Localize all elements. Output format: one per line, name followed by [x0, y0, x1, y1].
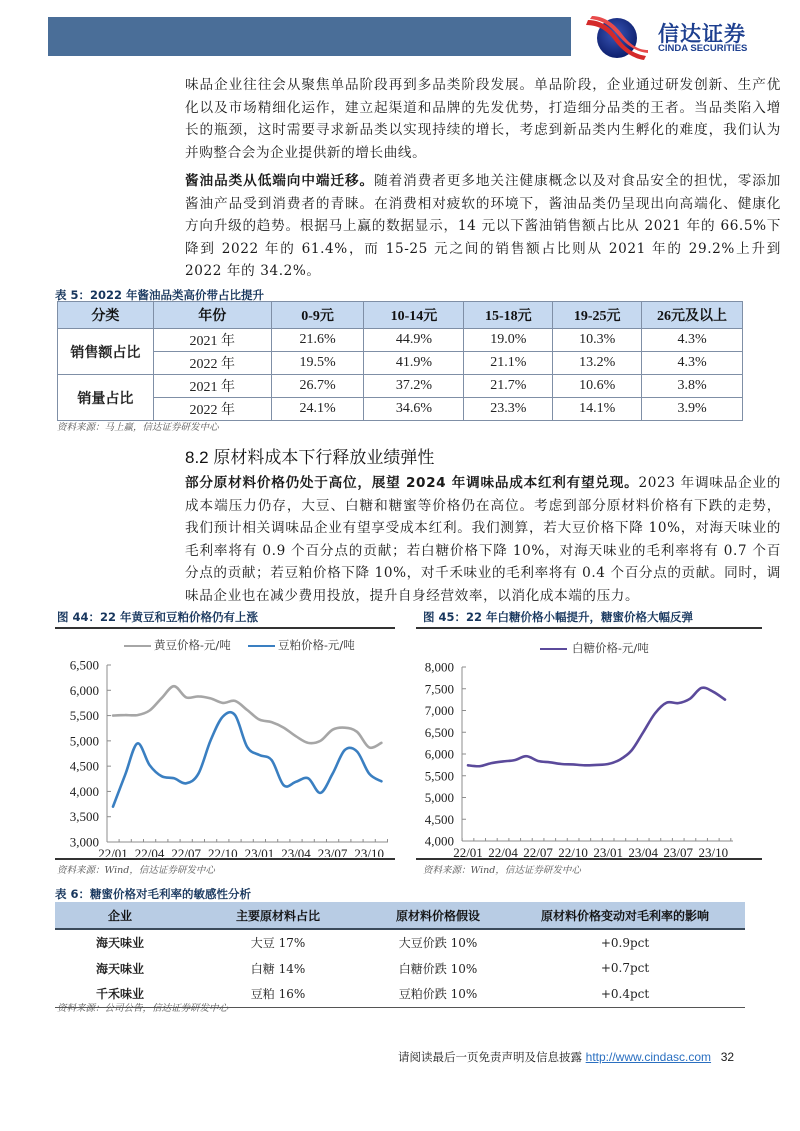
column-header: 19-25元 — [553, 302, 642, 329]
value-cell: 34.6% — [364, 398, 464, 421]
y-tick-label: 3,500 — [69, 809, 99, 825]
x-tick-label: 22/04 — [134, 846, 165, 857]
page-number: 32 — [720, 1050, 735, 1064]
table6-source: 资料来源：公司公告，信达证券研发中心 — [57, 1003, 229, 1014]
cinda-logo — [586, 14, 786, 60]
x-tick-label: 22/10 — [207, 846, 238, 857]
company-cell: 海天味业 — [95, 961, 144, 976]
column-header: 分类 — [58, 302, 154, 329]
y-tick-label: 4,000 — [424, 833, 454, 849]
paragraph-lead: 部分原材料价格仍处于高位，展望 2024 年调味品成本红利有望兑现。 — [185, 475, 639, 491]
figure44-source: 资料来源：Wind，信达证券研发中心 — [57, 865, 215, 876]
paragraph-body: 味品企业往往会从聚焦单品阶段再到多品类阶段发展。单品阶段，企业通过研发创新、生产优化以及市场精细化运作，建立起渠道和品牌的先发优势，打造细分品类的王者。当品类陷入增长的瓶颈，这时需要寻求新品类以实现持续的增长，考虑到新品类内生孵化的难度，我们认为并购整合会为企业提供新的增长曲线。 — [185, 77, 781, 161]
x-tick-label: 23/01 — [244, 846, 275, 857]
page-footer — [398, 1049, 734, 1065]
paragraph-raw-material-costs — [185, 472, 781, 608]
year-cell: 2022 年 — [153, 352, 271, 375]
x-tick-label: 23/10 — [698, 845, 729, 857]
margin-impact-cell: +0.7pct — [600, 961, 650, 976]
y-tick-label: 3,000 — [69, 834, 99, 850]
paragraph-category-expansion — [185, 74, 781, 164]
column-header: 0-9元 — [271, 302, 364, 329]
x-tick-label: 22/04 — [488, 845, 518, 857]
value-cell: 21.1% — [464, 352, 553, 375]
value-cell: 26.7% — [271, 375, 364, 398]
y-tick-label: 7,000 — [424, 703, 454, 718]
margin-impact-cell: +0.4pct — [505, 981, 745, 1007]
table-row — [58, 329, 743, 352]
table-header-row — [55, 902, 745, 929]
y-tick-label: 8,000 — [424, 659, 454, 675]
legend-label-sugar: 白糖价格-元/吨 — [572, 641, 649, 655]
legend-label-soybean-meal: 豆粕价格-元/吨 — [278, 638, 355, 652]
series-line-0 — [113, 686, 381, 748]
group-label: 销量占比 — [58, 375, 154, 421]
figure44-line-chart — [55, 632, 395, 857]
x-tick-label: 22/07 — [523, 845, 553, 857]
value-cell: 4.3% — [642, 352, 743, 375]
column-header: 15-18元 — [464, 302, 553, 329]
value-cell: 14.1% — [553, 398, 642, 421]
y-tick-label: 4,000 — [69, 783, 99, 799]
company-cell: 千禾味业 — [55, 981, 185, 1007]
cinda-logo-mark-icon — [586, 14, 648, 60]
value-cell: 21.6% — [271, 329, 364, 352]
table-row — [58, 375, 743, 398]
value-cell: 37.2% — [364, 375, 464, 398]
figure44-bottom-rule — [55, 858, 395, 860]
y-tick-label: 7,500 — [424, 681, 454, 697]
section-heading: 8.2 原材料成本下行释放业绩弹性 — [185, 448, 435, 467]
year-cell: 2021 年 — [153, 329, 271, 352]
x-tick-label: 22/01 — [453, 845, 483, 857]
figure45-bottom-rule — [416, 858, 762, 860]
y-tick-label: 6,000 — [424, 746, 454, 762]
series-line-0 — [468, 688, 725, 767]
value-cell: 23.3% — [464, 398, 553, 421]
value-cell: 24.1% — [271, 398, 364, 421]
x-tick-label: 23/10 — [354, 846, 385, 857]
value-cell: 3.9% — [642, 398, 743, 421]
table6-margin-sensitivity — [55, 902, 745, 1008]
figure44-top-rule — [55, 627, 395, 629]
figure45-line-chart — [410, 632, 760, 857]
year-cell: 2022 年 — [153, 398, 271, 421]
y-tick-label: 4,500 — [69, 758, 99, 774]
table-row — [58, 398, 743, 421]
year-cell: 2021 年 — [153, 375, 271, 398]
column-header: 原材料价格假设 — [371, 902, 505, 929]
value-cell: 13.2% — [553, 352, 642, 375]
y-tick-label: 6,500 — [424, 724, 454, 740]
column-header: 企业 — [55, 902, 185, 929]
x-tick-label: 23/04 — [281, 846, 311, 857]
x-tick-label: 23/04 — [628, 845, 659, 857]
x-tick-label: 22/10 — [558, 845, 588, 857]
value-cell: 4.3% — [642, 329, 743, 352]
y-tick-label: 4,500 — [424, 811, 454, 827]
figure45-title: 图 45：22 年白糖价格小幅提升，糖蜜价格大幅反弹 — [423, 610, 694, 624]
column-header: 10-14元 — [364, 302, 464, 329]
margin-impact-cell: +0.9pct — [600, 935, 650, 950]
paragraph-soy-sauce-migration — [185, 170, 781, 283]
paragraph-body: 2023 年调味品企业的成本端压力仍存，大豆、白糖和糖蜜等价格仍在高位。考虑到部分原材料价格有下跌的走势，我们预计相关调味品企业有望享受成本红利。我们测算，若大豆价格下降 10%，对海天味业的毛利率将有 0.9 个百分点的贡献；若白糖价格下降 10%，对海天味业的毛利率将有 0.7 个百分点的贡献；若豆粕价格下降 10%，对千禾味业的毛利率将有 0.4 个百分点的贡献。同时，调味品企业也在减少费用投放，提升自身经营效率，以消化成本端的压力。 — [185, 475, 781, 604]
column-header: 主要原材料占比 — [185, 902, 371, 929]
value-cell: 41.9% — [364, 352, 464, 375]
x-tick-label: 22/07 — [171, 846, 202, 857]
material-share-cell: 大豆 17% — [250, 936, 306, 951]
x-tick-label: 23/07 — [663, 845, 694, 857]
value-cell: 19.5% — [271, 352, 364, 375]
value-cell: 19.0% — [464, 329, 553, 352]
column-header: 26元及以上 — [642, 302, 743, 329]
footer-disclaimer: 请阅读最后一页免责声明及信息披露 — [398, 1050, 582, 1064]
figure45-source: 资料来源：Wind，信达证券研发中心 — [423, 865, 581, 876]
y-tick-label: 5,500 — [69, 708, 99, 724]
value-cell: 44.9% — [364, 329, 464, 352]
value-cell: 10.3% — [553, 329, 642, 352]
table6-caption: 表 6：糖蜜价格对毛利率的敏感性分析 — [55, 887, 252, 901]
x-tick-label: 23/01 — [593, 845, 623, 857]
logo-chinese-name: 信达证券 — [658, 22, 746, 46]
y-tick-label: 5,000 — [69, 733, 99, 749]
legend-label-soybean: 黄豆价格-元/吨 — [154, 638, 231, 652]
column-header: 年份 — [153, 302, 271, 329]
paragraph-lead: 酱油品类从低端向中端迁移。 — [185, 173, 375, 189]
company-cell: 海天味业 — [95, 936, 144, 951]
table5-caption: 表 5：2022 年酱油品类高价带占比提升 — [55, 288, 265, 302]
y-tick-label: 5,000 — [424, 790, 454, 805]
material-share-cell: 豆粕 16% — [185, 981, 371, 1007]
y-tick-label: 5,500 — [424, 768, 454, 784]
table5-source: 资料来源：马上赢，信达证券研发中心 — [57, 422, 219, 433]
y-tick-label: 6,500 — [69, 657, 99, 673]
paragraph-body: 随着消费者更多地关注健康概念以及对食品安全的担忧，零添加酱油产品受到消费者的青睐。在消费相对疲软的环境下，酱油品类仍呈现出向高端化、健康化方向升级的趋势。根据马上赢的数据显示，14 元以下酱油销售额占比从 2021 年的 66.5%下降到 2022 年的 61.4%，而 15-25 元之间的销售额占比则从 2021 年的 29.2%上升到 2022 年的 34.2%。 — [185, 173, 781, 280]
column-header: 原材料价格变动对毛利率的影响 — [505, 902, 745, 929]
material-share-cell: 白糖 14% — [250, 961, 306, 976]
logo-english-name: CINDA SECURITIES — [658, 43, 748, 54]
table-header-row — [58, 302, 743, 329]
figure44-title: 图 44：22 年黄豆和豆粕价格仍有上涨 — [57, 610, 259, 624]
price-assumption-cell: 白糖价跌 10% — [398, 961, 478, 976]
value-cell: 10.6% — [553, 375, 642, 398]
value-cell: 21.7% — [464, 375, 553, 398]
price-assumption-cell: 豆粕价跌 10% — [371, 981, 505, 1007]
x-tick-label: 23/07 — [317, 846, 348, 857]
value-cell: 3.8% — [642, 375, 743, 398]
y-tick-label: 6,000 — [69, 682, 99, 698]
table-row — [55, 956, 745, 982]
figure45-top-rule — [416, 627, 762, 629]
table-row — [58, 352, 743, 375]
x-tick-label: 22/01 — [98, 846, 128, 857]
table-row — [55, 929, 745, 956]
group-label: 销售额占比 — [58, 329, 154, 375]
footer-website-link[interactable]: http://www.cindasc.com — [585, 1050, 712, 1064]
price-assumption-cell: 大豆价跌 10% — [398, 936, 478, 951]
header-bar — [48, 17, 571, 56]
table5-price-band-share — [57, 301, 743, 421]
